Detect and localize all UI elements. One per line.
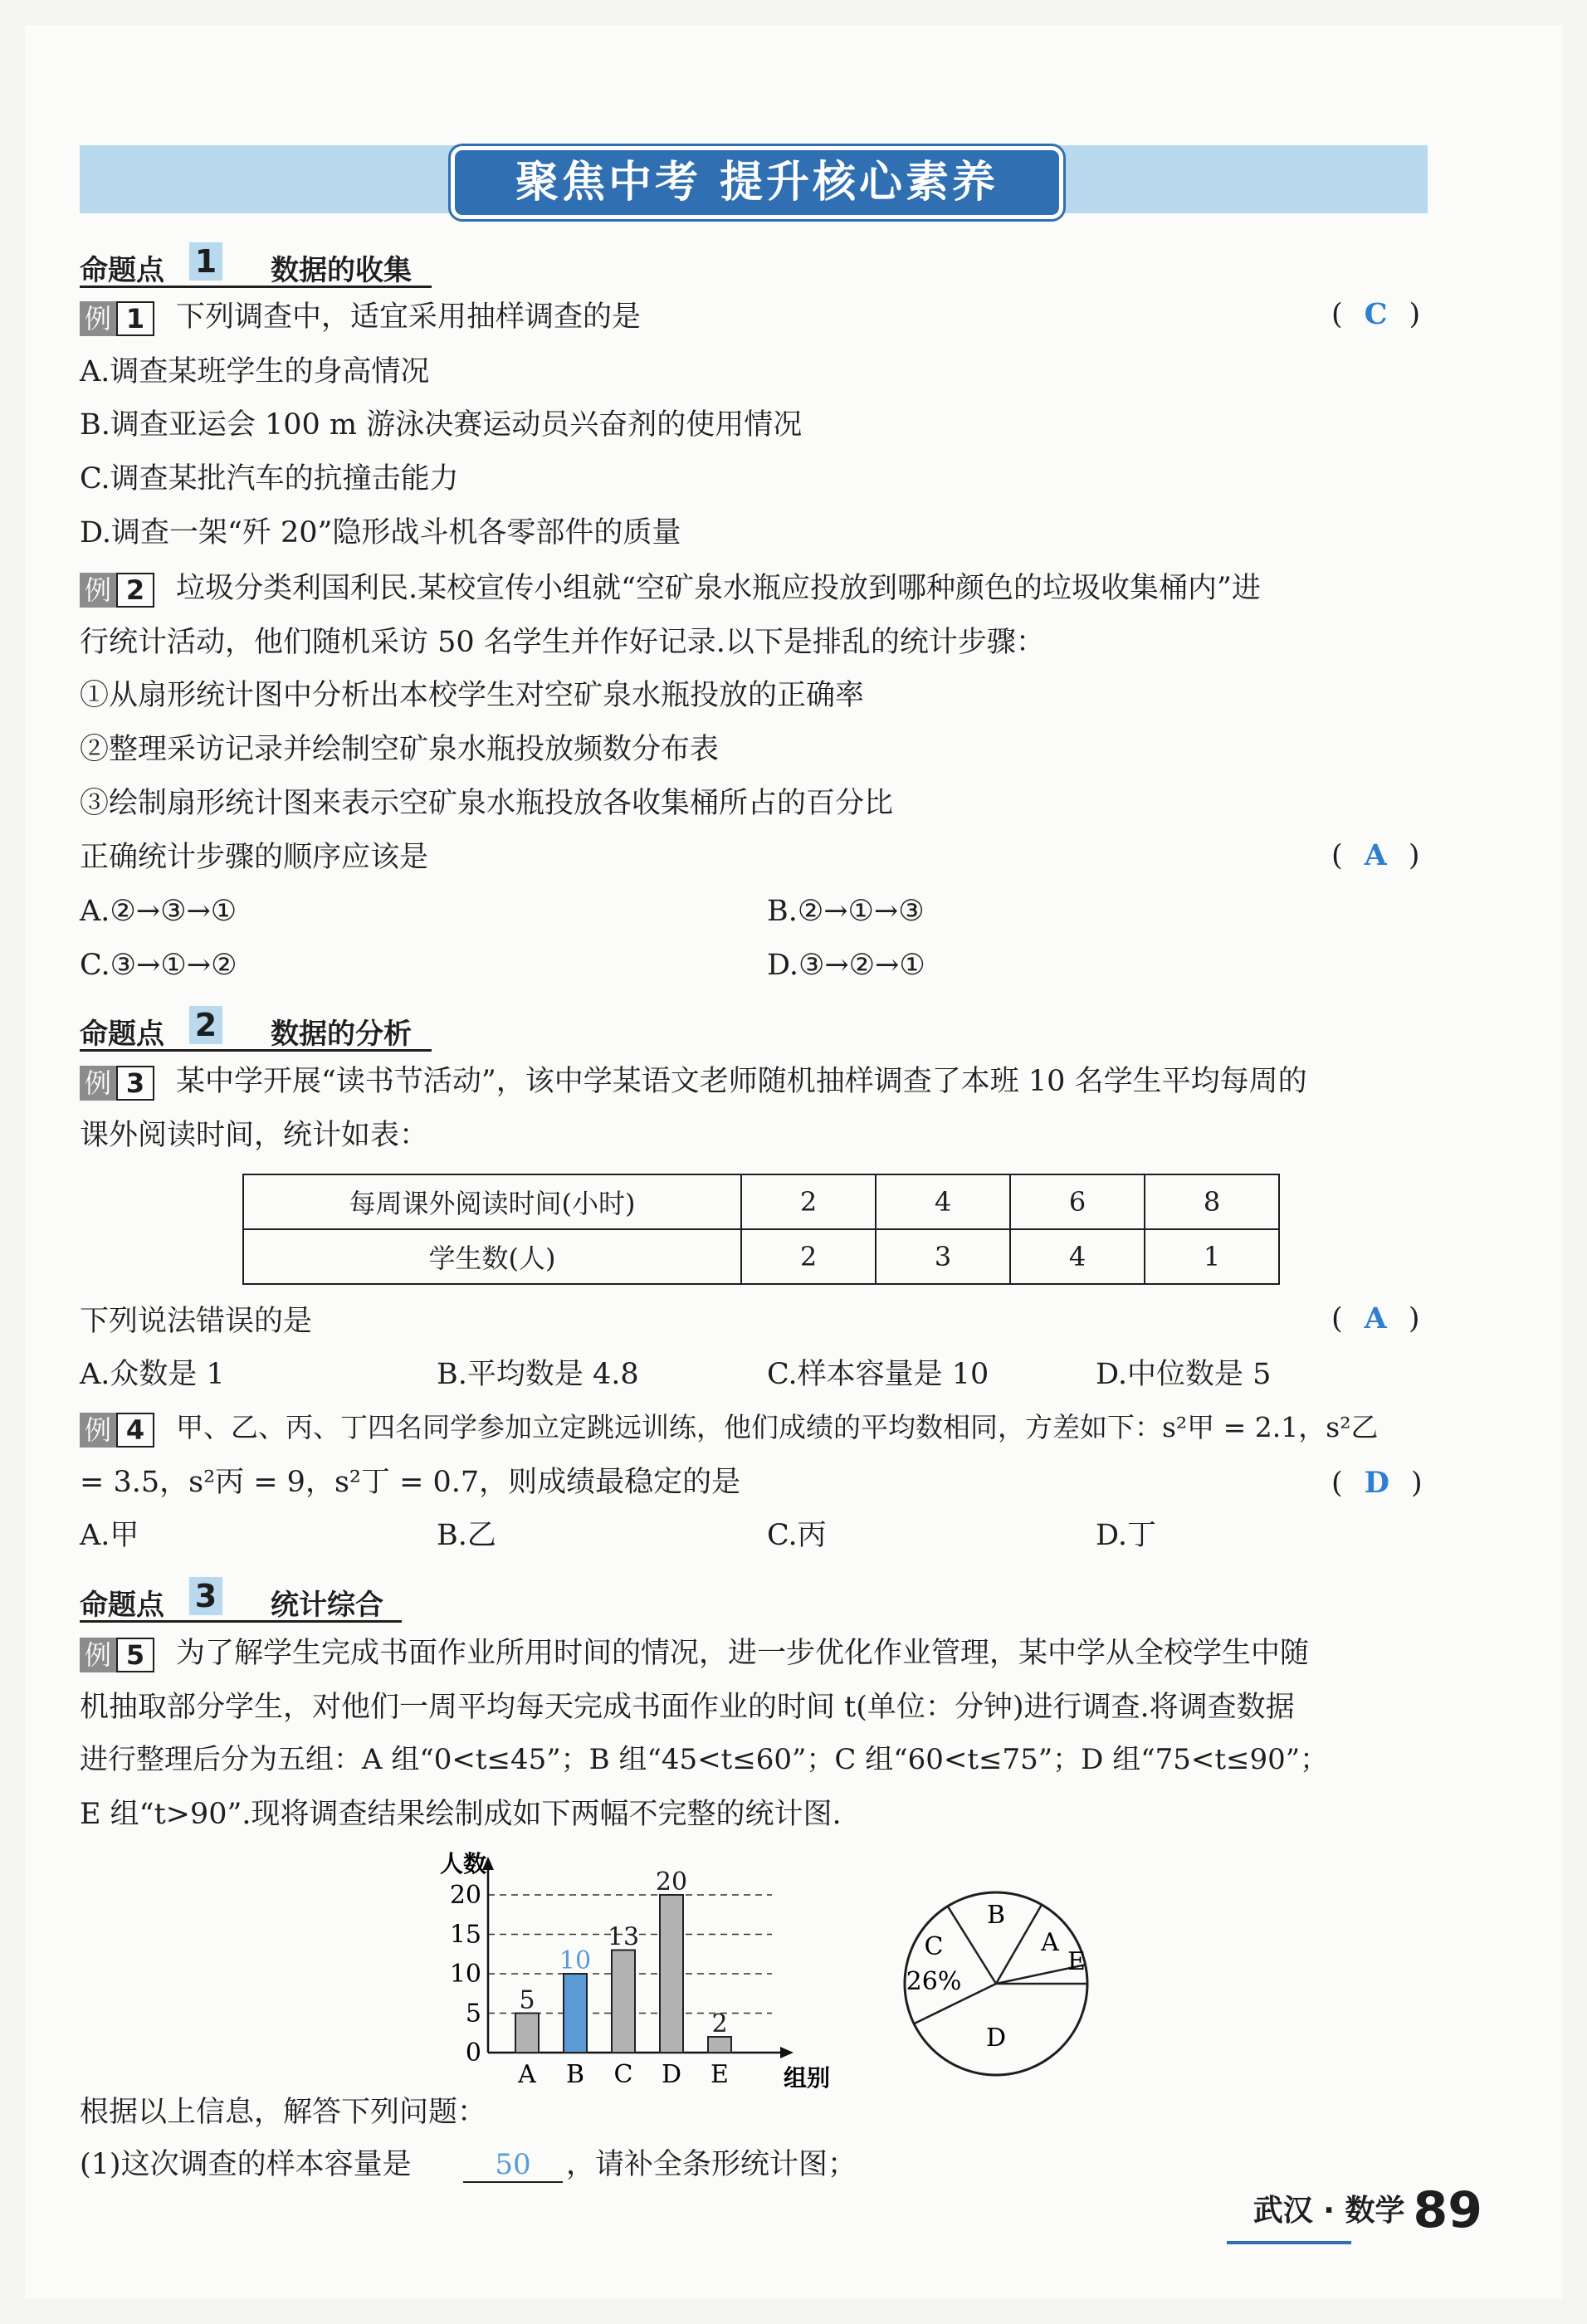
bar-a <box>515 2014 539 2053</box>
ex2-option-b: B.②→①→③ <box>767 895 925 928</box>
ex1-option-b: B.调查亚运会 100 m 游泳决赛运动员兴奋剂的使用情况 <box>80 408 803 442</box>
topic-name: 数据的收集 <box>271 254 412 287</box>
answer-letter: A <box>1364 838 1387 872</box>
page-footer <box>1253 2181 1482 2239</box>
ex4-question-line2: = 3.5，s²丙 = 9，s²丁 = 0.7，则成绩最稳定的是 <box>80 1466 741 1499</box>
ex5-question-line2: 机抽取部分学生，对他们一周平均每天完成书面作业的时间 t(单位：分钟)进行调查.将调查数据 <box>80 1691 1295 1724</box>
example-number: 1 <box>116 301 154 336</box>
table-cell: 4 <box>1010 1229 1145 1284</box>
ex3-question-line2: 课外阅读时间，统计如表： <box>80 1119 429 1152</box>
topic-heading-3 <box>80 1575 402 1623</box>
topic-label: 命题点 <box>80 1589 164 1622</box>
pie-slice-label: E <box>1067 1947 1086 1976</box>
example-key: 例 <box>80 573 116 608</box>
table-cell: 2 <box>741 1229 876 1284</box>
ex5-question-line5: 根据以上信息，解答下列问题： <box>80 2096 487 2129</box>
ex3-option-a: A.众数是 1 <box>80 1358 225 1391</box>
ex2-answer: ( A ) <box>1331 838 1420 872</box>
table-cell: 1 <box>1145 1229 1279 1284</box>
reading-time-table <box>242 1174 1280 1285</box>
x-axis-label: 组别 <box>784 2064 831 2092</box>
table-row <box>243 1229 1279 1284</box>
ex1-option-c: C.调查某批汽车的抗撞击能力 <box>80 462 459 496</box>
y-tick-label: 20 <box>449 1881 481 1910</box>
ex5-question-line1: 为了解学生完成书面作业所用时间的情况，进一步优化作业管理，某中学从全校学生中随 <box>176 1637 1310 1670</box>
ex2-question-line1: 垃圾分类利国利民.某校宣传小组就“空矿泉水瓶应投放到哪种颜色的垃圾收集桶内”进 <box>176 572 1261 605</box>
banner-title: 聚焦中考 提升核心素养 <box>515 158 999 208</box>
table-cell: 3 <box>876 1229 1010 1284</box>
bar-value-label: 2 <box>711 2009 728 2038</box>
ex3-option-b: B.平均数是 4.8 <box>437 1358 639 1391</box>
pie-slice-label: D <box>985 2024 1007 2053</box>
y-axis-label: 人数 <box>439 1850 486 1877</box>
bar-value-label: 5 <box>519 1985 535 2015</box>
y-tick-label: 10 <box>449 1960 481 1989</box>
ex2-question-line3: 正确统计步骤的顺序应该是 <box>80 841 429 874</box>
ex1-answer: ( C ) <box>1331 297 1421 331</box>
x-tick-label: E <box>710 2060 729 2089</box>
answer-letter: A <box>1364 1301 1387 1335</box>
ex4-option-d: D.丁 <box>1096 1519 1156 1552</box>
ex1-option-a: A.调查某班学生的身高情况 <box>80 355 430 388</box>
pie-percent-label: 26% <box>906 1967 962 1996</box>
ex3-answer: ( A ) <box>1331 1301 1420 1335</box>
example-number: 2 <box>116 573 154 608</box>
y-tick-label: 15 <box>449 1920 481 1950</box>
x-axis-arrow <box>780 2047 794 2058</box>
table-cell: 每周课外阅读时间(小时) <box>243 1174 741 1229</box>
ex2-step-3: ③绘制扇形统计图来表示空矿泉水瓶投放各收集桶所占的百分比 <box>80 787 894 820</box>
sample-size-answer: 50 <box>463 2148 563 2183</box>
x-tick-label: B <box>565 2060 585 2089</box>
table-cell: 2 <box>741 1174 876 1229</box>
topic-label: 命题点 <box>80 1018 164 1051</box>
footer-underline <box>1227 2241 1351 2244</box>
topic-label: 命题点 <box>80 254 164 287</box>
table-cell: 6 <box>1010 1174 1145 1229</box>
ex3-question-line1: 某中学开展“读书节活动”，该中学某语文老师随机抽样调查了本班 10 名学生平均每周的 <box>176 1065 1307 1098</box>
topic-name: 数据的分析 <box>271 1018 412 1051</box>
footer-text: 武汉 · 数学 <box>1253 2194 1405 2228</box>
section-banner <box>451 146 1063 219</box>
bar-d <box>660 1895 683 2053</box>
ex1-question: 下列调查中，适宜采用抽样调查的是 <box>176 300 642 334</box>
pie-slice-label: B <box>986 1901 1006 1930</box>
ex3-option-c: C.样本容量是 10 <box>767 1358 989 1391</box>
ex5-question-line6b: ，请补全条形统计图； <box>566 2148 857 2181</box>
table-cell: 8 <box>1145 1174 1279 1229</box>
x-tick-label: A <box>518 2060 536 2089</box>
ex4-option-c: C.丙 <box>767 1519 827 1552</box>
x-tick-label: D <box>661 2060 682 2089</box>
bar-value-label: 10 <box>559 1946 592 1975</box>
example-key: 例 <box>80 1066 116 1101</box>
ex4-answer: ( D ) <box>1331 1466 1423 1500</box>
pie-slice-label: C <box>924 1932 944 1961</box>
ex4-option-a: A.甲 <box>80 1519 139 1552</box>
page-number: 89 <box>1413 2181 1482 2239</box>
example-key: 例 <box>80 1638 116 1672</box>
table-cell: 学生数(人) <box>243 1229 741 1284</box>
pie-slice-label: A <box>1041 1928 1059 1957</box>
bar-c <box>612 1950 635 2053</box>
bar-b <box>564 1974 587 2053</box>
answer-letter: C <box>1364 297 1388 331</box>
table-row <box>243 1174 1279 1229</box>
ex2-option-a: A.②→③→① <box>80 895 237 928</box>
ex5-question-line3: 进行整理后分为五组：A 组“0<t≤45”；B 组“45<t≤60”；C 组“60<t≤75”；D 组“75<t≤90”； <box>80 1743 1329 1776</box>
example-number: 3 <box>116 1066 154 1101</box>
ex4-option-b: B.乙 <box>437 1519 496 1552</box>
ex2-option-c: C.③→①→② <box>80 949 237 982</box>
example-number: 5 <box>116 1638 154 1672</box>
bar-e <box>708 2037 731 2053</box>
ex5-question-line6a: (1)这次调查的样本容量是 <box>80 2148 412 2181</box>
topic-name: 统计综合 <box>271 1589 383 1622</box>
example-key: 例 <box>80 301 116 336</box>
ex2-step-1: ①从扇形统计图中分析出本校学生对空矿泉水瓶投放的正确率 <box>80 679 865 712</box>
topic-number: 3 <box>189 1577 222 1615</box>
answer-letter: D <box>1364 1466 1390 1500</box>
ex1-option-d: D.调查一架“歼 20”隐形战斗机各零部件的质量 <box>80 516 681 549</box>
topic-heading-1 <box>80 241 432 288</box>
bar-value-label: 13 <box>607 1922 640 1952</box>
y-tick-label: 5 <box>465 1999 481 2029</box>
topic-heading-2 <box>80 1004 432 1052</box>
bar-value-label: 20 <box>655 1868 688 1897</box>
ex4-question-line1: 甲、乙、丙、丁四名同学参加立定跳远训练，他们成绩的平均数相同，方差如下：s²甲 = 2.1，s²乙 <box>176 1411 1379 1443</box>
example-key: 例 <box>80 1413 116 1448</box>
y-tick-label: 0 <box>465 2038 481 2068</box>
bar-chart <box>415 1847 831 2092</box>
x-tick-label: C <box>613 2060 633 2089</box>
ex3-question-line3: 下列说法错误的是 <box>80 1305 313 1338</box>
ex3-option-d: D.中位数是 5 <box>1096 1358 1272 1391</box>
ex2-step-2: ②整理采访记录并绘制空矿泉水瓶投放频数分布表 <box>80 733 720 766</box>
table-cell: 4 <box>876 1174 1010 1229</box>
ex2-option-d: D.③→②→① <box>767 949 925 982</box>
example-number: 4 <box>116 1413 154 1448</box>
pie-chart <box>892 1880 1100 2087</box>
topic-number: 1 <box>189 242 222 281</box>
ex5-question-line4: E 组“t>90”.现将调查结果绘制成如下两幅不完整的统计图. <box>80 1798 842 1831</box>
topic-number: 2 <box>189 1006 222 1044</box>
ex2-question-line2: 行统计活动，他们随机采访 50 名学生并作好记录.以下是排乱的统计步骤： <box>80 626 1045 659</box>
